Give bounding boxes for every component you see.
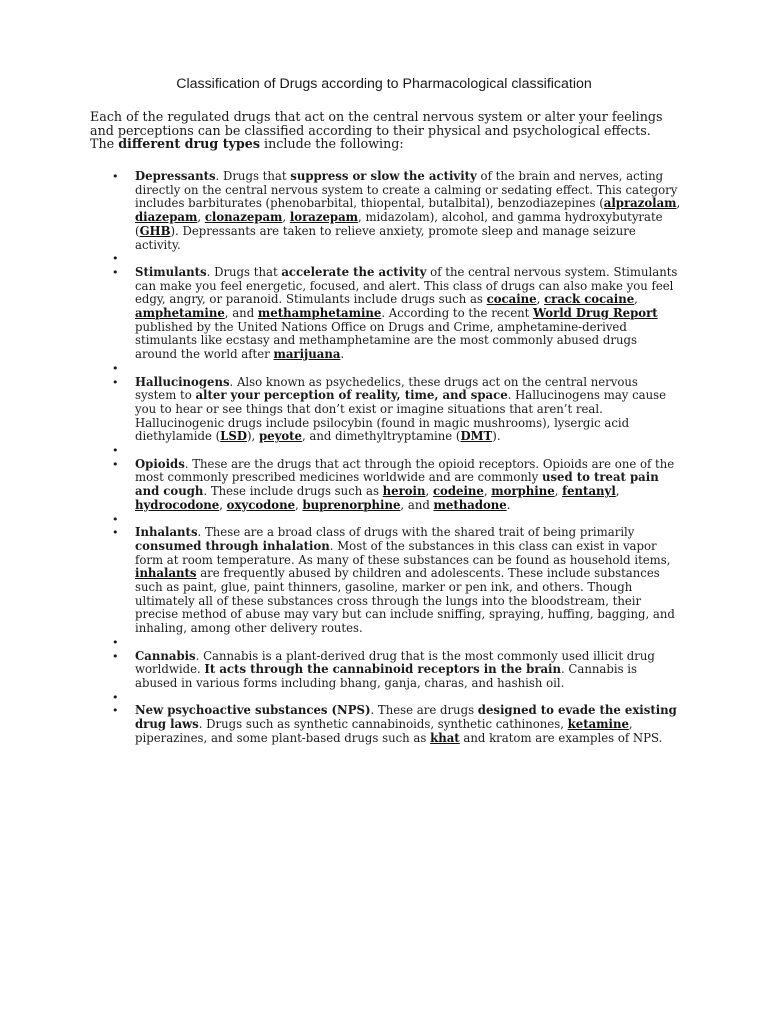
link-lorazepam[interactable]: lorazepam xyxy=(289,210,359,225)
link-heroin[interactable]: heroin xyxy=(382,484,426,499)
nps-label: New psychoactive substances (NPS) xyxy=(135,703,371,718)
separator: , xyxy=(615,484,620,499)
cannabis-text: . Cannabis is a plant-derived drug that is the most commonly used illicit drug worldwide. xyxy=(135,648,655,677)
link-lsd[interactable]: LSD xyxy=(220,429,247,444)
link-buprenorphine[interactable]: buprenorphine xyxy=(302,497,401,512)
hallucinogens-text: ). xyxy=(492,429,501,444)
inhalants-text: . Most of the substances in this class can exist in vapor form at room temperature. As many of these substances can be found as household items, xyxy=(135,538,671,567)
depressants-text: of the brain and nerves, acting directly on the central nervous system to create a calming or sedating effect. This category includes barbiturates (phenobarbital, thiopental, butalbital), benzodiazepines ( xyxy=(135,169,678,211)
link-ghb[interactable]: GHB xyxy=(139,223,171,238)
list-item-nps xyxy=(112,704,682,745)
separator: , xyxy=(676,196,681,211)
separator: , xyxy=(634,292,638,307)
separator: , xyxy=(536,292,545,307)
depressants-label: Depressants xyxy=(135,169,216,183)
hallucinogens-emphasis: alter your perception of reality, time, and space xyxy=(195,388,508,403)
separator: , xyxy=(295,497,303,512)
depressants-text: . Drugs that xyxy=(215,169,291,183)
empty-bullet xyxy=(112,362,682,376)
opioids-text: . These include drugs such as xyxy=(203,484,383,499)
separator: , xyxy=(282,210,290,225)
link-morphine[interactable]: morphine xyxy=(491,484,555,499)
hallucinogens-text: , and dimethyltryptamine ( xyxy=(302,429,461,444)
link-alprazolam[interactable]: alprazolam xyxy=(603,196,677,211)
cannabis-emphasis: It acts through the cannabinoid receptors in the brain xyxy=(204,662,561,677)
separator: , xyxy=(197,210,205,225)
link-methamphetamine[interactable]: methamphetamine xyxy=(257,306,382,321)
nps-emphasis: designed to evade the existing drug laws xyxy=(135,703,677,732)
link-inhalants[interactable]: inhalants xyxy=(135,566,197,581)
list-item-hallucinogens xyxy=(112,376,682,445)
empty-bullet xyxy=(112,513,682,527)
link-hydrocodone[interactable]: hydrocodone xyxy=(135,497,220,512)
link-oxycodone[interactable]: oxycodone xyxy=(226,497,296,512)
hallucinogens-text: . Also known as psychedelics, these drugs act on the central nervous system to xyxy=(135,374,638,403)
stimulants-label: Stimulants xyxy=(135,264,207,279)
list-item-depressants xyxy=(112,170,682,252)
empty-bullet xyxy=(112,691,682,705)
link-marijuana[interactable]: marijuana xyxy=(273,347,341,362)
link-fentanyl[interactable]: fentanyl xyxy=(562,484,616,499)
inhalants-text: are frequently abused by children and adolescents. These include substances such as paint, glue, paint thinners, gasoline, marker or pen ink, and others. Though ultimately all of these substances cross through the lungs into the bloodstream, their precise method of abuse may vary but can include sniffing, spraying, huffing, bagging, and inhaling, among other delivery routes. xyxy=(135,566,675,636)
stimulants-text: . According to the recent xyxy=(381,306,534,321)
list-item-cannabis xyxy=(112,650,682,691)
link-cocaine[interactable]: cocaine xyxy=(486,292,537,307)
list-item-opioids xyxy=(112,458,682,513)
intro-tail: include the following: xyxy=(260,136,404,152)
depressants-text: , midazolam), alcohol, and gamma hydroxybutyrate ( xyxy=(135,210,663,238)
cannabis-text: . Cannabis is abused in various forms including bhang, ganja, charas, and hashish oil. xyxy=(135,662,638,690)
opioids-label: Opioids xyxy=(135,456,185,471)
opioids-text: . These are the drugs that act through the opioid receptors. Opioids are one of the most commonly prescribed medicines worldwide and are commonly xyxy=(135,456,675,485)
separator: , xyxy=(554,484,563,499)
intro-lead: The xyxy=(90,136,119,152)
hallucinogens-label: Hallucinogens xyxy=(135,374,230,389)
separator: , and xyxy=(400,497,434,512)
intro-text: Each of the regulated drugs that act on the central nervous system or alter your feelings and perceptions can be classified according to their physical and psychological effects. xyxy=(90,109,663,138)
nps-text: , piperazines, and some plant-based drugs such as xyxy=(135,717,633,745)
link-peyote[interactable]: peyote xyxy=(258,429,302,444)
intro-paragraph xyxy=(90,110,690,151)
link-codeine[interactable]: codeine xyxy=(432,484,484,499)
separator: , xyxy=(219,497,227,512)
link-methadone[interactable]: methadone xyxy=(433,497,507,512)
link-dmt[interactable]: DMT xyxy=(460,429,493,444)
intro-lead-line xyxy=(90,137,690,151)
list-item-stimulants xyxy=(112,266,682,362)
empty-bullet xyxy=(112,444,682,458)
nps-text: . These are drugs xyxy=(370,703,478,718)
separator: , xyxy=(425,484,433,499)
link-diazepam[interactable]: diazepam xyxy=(135,210,198,225)
stimulants-text: of the central nervous system. Stimulants can make you feel energetic, focused, and alert. This class of drugs can also make you feel edgy, angry, or paranoid. Stimulants include drugs such as xyxy=(135,264,678,307)
separator: , and xyxy=(224,306,258,321)
depressants-emphasis: suppress or slow the activity xyxy=(290,169,477,183)
link-world-drug-report[interactable]: World Drug Report xyxy=(533,306,658,321)
empty-bullet xyxy=(112,636,682,650)
empty-bullet xyxy=(112,252,682,266)
hallucinogens-text: ), xyxy=(246,429,259,444)
opioids-text: . xyxy=(506,497,511,512)
depressants-text: ). Depressants are taken to relieve anxiety, promote sleep and manage seizure activity. xyxy=(135,223,636,252)
drug-types-list xyxy=(112,170,682,745)
document-title: Classification of Drugs according to Pharmacological classification xyxy=(176,76,592,92)
link-amphetamine[interactable]: amphetamine xyxy=(135,306,225,321)
inhalants-emphasis: consumed through inhalation xyxy=(135,538,330,553)
inhalants-text: . These are a broad class of drugs with the shared trait of being primarily xyxy=(197,525,635,540)
hallucinogens-text: . Hallucinogens may cause you to hear or see things that don’t exist or imagine situations that aren’t real. Hallucinogenic drugs include psilocybin (found in magic mushrooms), lysergic acid diethylamide ( xyxy=(135,388,667,444)
stimulants-emphasis: accelerate the activity xyxy=(281,264,427,279)
stimulants-text: . Drugs that xyxy=(206,264,282,279)
opioids-emphasis: used to treat pain and cough xyxy=(135,470,659,499)
intro-bold: different drug types xyxy=(118,136,261,152)
list-item-inhalants xyxy=(112,526,682,636)
link-clonazepam[interactable]: clonazepam xyxy=(204,210,283,225)
separator: , xyxy=(483,484,492,499)
link-khat[interactable]: khat xyxy=(430,730,460,745)
stimulants-text: . xyxy=(340,347,345,362)
inhalants-label: Inhalants xyxy=(135,525,198,540)
nps-text: . Drugs such as synthetic cannabinoids, synthetic cathinones, xyxy=(198,717,568,732)
link-crack-cocaine[interactable]: crack cocaine xyxy=(544,292,635,307)
stimulants-text: published by the United Nations Office on Drugs and Crime, amphetamine-derived stimulants like ecstasy and methamphetamine are the most commonly abused drugs around the world after xyxy=(135,319,637,362)
link-ketamine[interactable]: ketamine xyxy=(567,717,629,732)
cannabis-label: Cannabis xyxy=(135,648,196,663)
nps-text: and kratom are examples of NPS. xyxy=(459,730,663,745)
